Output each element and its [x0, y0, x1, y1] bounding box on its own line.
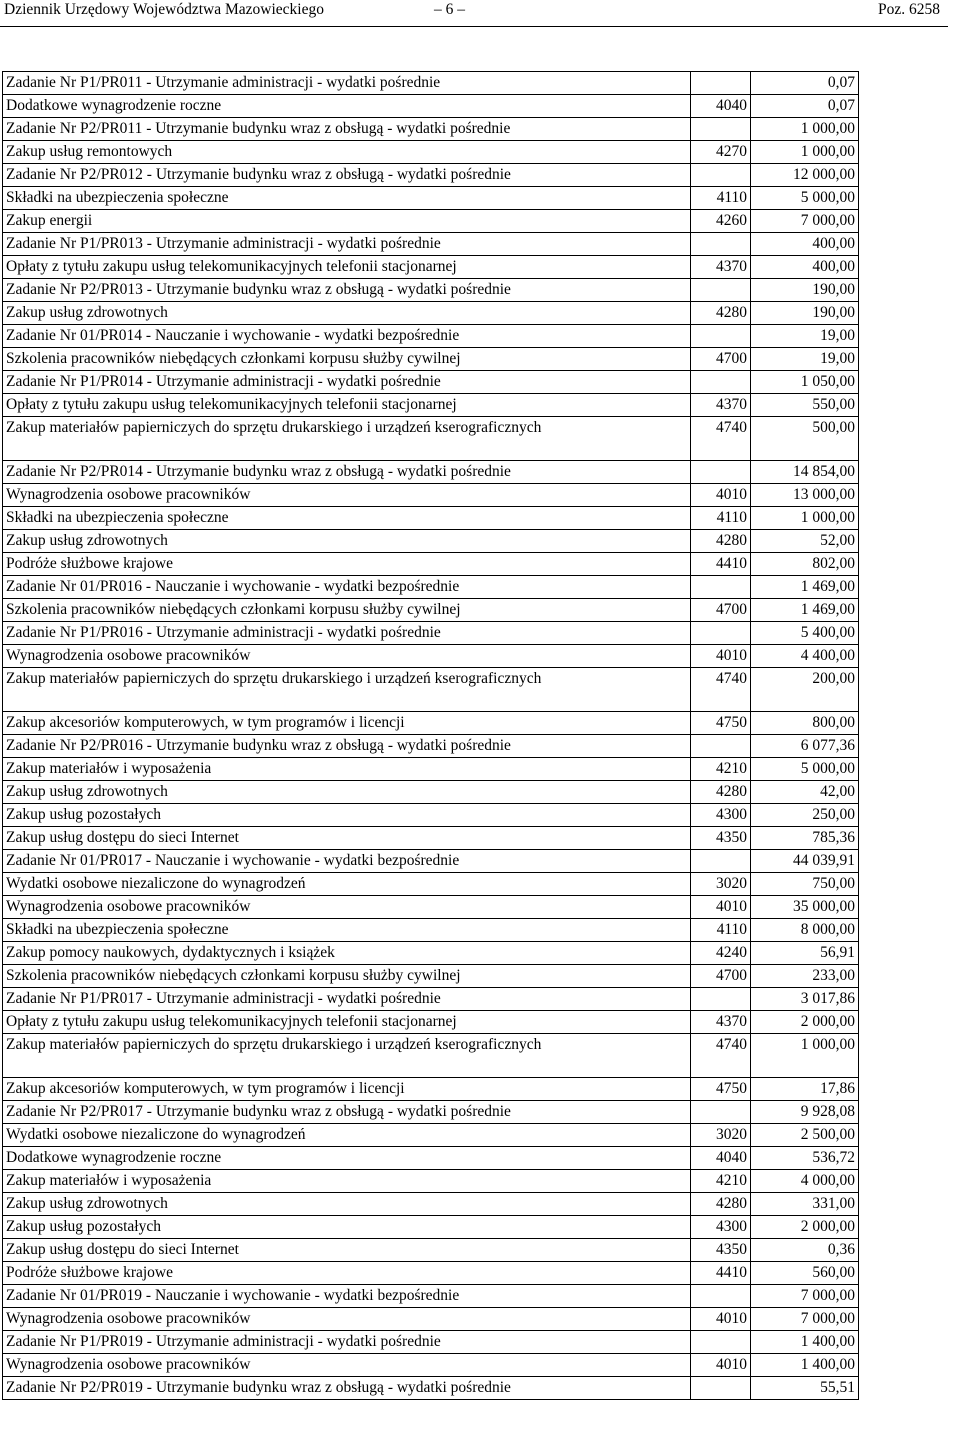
row-classification-code: 4740 [691, 417, 751, 461]
row-amount: 12 000,00 [751, 164, 859, 187]
table-row [3, 988, 859, 1011]
table-row [3, 622, 859, 645]
row-description: Wynagrodzenia osobowe pracowników [3, 645, 691, 668]
row-description: Zakup usług zdrowotnych [3, 302, 691, 325]
table-row [3, 942, 859, 965]
table-row [3, 1170, 859, 1193]
row-classification-code [691, 850, 751, 873]
row-description: Dodatkowe wynagrodzenie roczne [3, 95, 691, 118]
row-classification-code: 4370 [691, 1011, 751, 1034]
row-amount: 35 000,00 [751, 896, 859, 919]
table-row [3, 1078, 859, 1101]
row-classification-code: 4040 [691, 95, 751, 118]
row-description: Szkolenia pracowników niebędących członkami korpusu służby cywilnej [3, 965, 691, 988]
table-row [3, 484, 859, 507]
row-description: Zakup usług zdrowotnych [3, 530, 691, 553]
row-classification-code: 4010 [691, 1354, 751, 1377]
row-classification-code: 4010 [691, 1308, 751, 1331]
row-amount: 1 469,00 [751, 599, 859, 622]
row-description: Zakup materiałów papierniczych do sprzętu drukarskiego i urządzeń kserograficznych [3, 417, 691, 461]
row-classification-code [691, 325, 751, 348]
row-amount: 802,00 [751, 553, 859, 576]
row-classification-code: 4350 [691, 1239, 751, 1262]
row-amount: 7 000,00 [751, 210, 859, 233]
row-classification-code [691, 164, 751, 187]
table-row [3, 417, 859, 461]
row-amount: 785,36 [751, 827, 859, 850]
table-row [3, 302, 859, 325]
table-row [3, 1193, 859, 1216]
row-amount: 6 077,36 [751, 735, 859, 758]
row-description: Zakup usług pozostałych [3, 804, 691, 827]
row-amount: 2 000,00 [751, 1216, 859, 1239]
table-row [3, 233, 859, 256]
row-amount: 500,00 [751, 417, 859, 461]
row-classification-code [691, 371, 751, 394]
row-classification-code: 4410 [691, 553, 751, 576]
row-description: Zadanie Nr P2/PR012 - Utrzymanie budynku wraz z obsługą - wydatki pośrednie [3, 164, 691, 187]
row-classification-code: 4040 [691, 1147, 751, 1170]
table-row [3, 1262, 859, 1285]
row-description: Zakup akcesoriów komputerowych, w tym programów i licencji [3, 1078, 691, 1101]
row-description: Zakup usług zdrowotnych [3, 781, 691, 804]
table-row [3, 553, 859, 576]
row-amount: 7 000,00 [751, 1285, 859, 1308]
row-classification-code [691, 1331, 751, 1354]
row-description: Wynagrodzenia osobowe pracowników [3, 1354, 691, 1377]
row-classification-code: 4240 [691, 942, 751, 965]
table-row [3, 1239, 859, 1262]
row-amount: 2 500,00 [751, 1124, 859, 1147]
row-amount: 52,00 [751, 530, 859, 553]
row-amount: 4 400,00 [751, 645, 859, 668]
row-description: Podróże służbowe krajowe [3, 553, 691, 576]
row-amount: 190,00 [751, 279, 859, 302]
row-description: Szkolenia pracowników niebędących członkami korpusu służby cywilnej [3, 599, 691, 622]
row-amount: 17,86 [751, 1078, 859, 1101]
table-row [3, 279, 859, 302]
row-amount: 200,00 [751, 668, 859, 712]
row-classification-code: 4700 [691, 348, 751, 371]
table-row [3, 371, 859, 394]
row-amount: 2 000,00 [751, 1011, 859, 1034]
row-amount: 1 050,00 [751, 371, 859, 394]
table-row [3, 645, 859, 668]
row-description: Wynagrodzenia osobowe pracowników [3, 896, 691, 919]
table-row [3, 210, 859, 233]
row-classification-code: 4740 [691, 1034, 751, 1078]
table-row [3, 141, 859, 164]
row-description: Zadanie Nr 01/PR017 - Nauczanie i wychowanie - wydatki bezpośrednie [3, 850, 691, 873]
row-description: Podróże służbowe krajowe [3, 1262, 691, 1285]
table-row [3, 256, 859, 279]
row-amount: 400,00 [751, 256, 859, 279]
row-classification-code [691, 118, 751, 141]
row-description: Zadanie Nr P2/PR019 - Utrzymanie budynku wraz z obsługą - wydatki pośrednie [3, 1377, 691, 1400]
budget-table [2, 71, 859, 1400]
row-classification-code: 4750 [691, 1078, 751, 1101]
row-classification-code [691, 279, 751, 302]
row-description: Opłaty z tytułu zakupu usług telekomunikacyjnych telefonii stacjonarnej [3, 394, 691, 417]
table-row [3, 827, 859, 850]
row-amount: 536,72 [751, 1147, 859, 1170]
table-row [3, 1216, 859, 1239]
row-description: Zadanie Nr P1/PR013 - Utrzymanie administracji - wydatki pośrednie [3, 233, 691, 256]
row-classification-code: 4010 [691, 645, 751, 668]
row-description: Zakup usług pozostałych [3, 1216, 691, 1239]
row-classification-code [691, 461, 751, 484]
row-classification-code: 3020 [691, 1124, 751, 1147]
row-description: Wydatki osobowe niezaliczone do wynagrodzeń [3, 1124, 691, 1147]
row-description: Składki na ubezpieczenia społeczne [3, 187, 691, 210]
table-row [3, 758, 859, 781]
table-row [3, 72, 859, 95]
row-description: Zakup materiałów i wyposażenia [3, 758, 691, 781]
row-amount: 550,00 [751, 394, 859, 417]
row-amount: 13 000,00 [751, 484, 859, 507]
table-row [3, 1331, 859, 1354]
row-description: Zadanie Nr P1/PR017 - Utrzymanie administracji - wydatki pośrednie [3, 988, 691, 1011]
table-row [3, 804, 859, 827]
page-header [0, 0, 948, 27]
row-classification-code: 4010 [691, 484, 751, 507]
table-row [3, 1147, 859, 1170]
table-row [3, 394, 859, 417]
table-row [3, 348, 859, 371]
row-amount: 0,07 [751, 72, 859, 95]
row-classification-code: 4110 [691, 507, 751, 530]
row-classification-code: 4740 [691, 668, 751, 712]
row-classification-code: 4260 [691, 210, 751, 233]
row-amount: 42,00 [751, 781, 859, 804]
table-row [3, 1377, 859, 1400]
table-row [3, 118, 859, 141]
row-classification-code: 4370 [691, 394, 751, 417]
table-row [3, 735, 859, 758]
row-description: Szkolenia pracowników niebędących członkami korpusu służby cywilnej [3, 348, 691, 371]
row-amount: 56,91 [751, 942, 859, 965]
table-row [3, 530, 859, 553]
row-classification-code: 4370 [691, 256, 751, 279]
table-row [3, 187, 859, 210]
row-amount: 1 400,00 [751, 1354, 859, 1377]
row-description: Zakup energii [3, 210, 691, 233]
row-amount: 1 000,00 [751, 118, 859, 141]
row-classification-code [691, 576, 751, 599]
table-row [3, 1011, 859, 1034]
row-description: Zadanie Nr P1/PR014 - Utrzymanie administracji - wydatki pośrednie [3, 371, 691, 394]
table-row [3, 1354, 859, 1377]
table-row [3, 873, 859, 896]
row-classification-code: 4280 [691, 530, 751, 553]
row-classification-code: 4700 [691, 965, 751, 988]
table-row [3, 919, 859, 942]
row-description: Składki na ubezpieczenia społeczne [3, 919, 691, 942]
row-description: Opłaty z tytułu zakupu usług telekomunikacyjnych telefonii stacjonarnej [3, 1011, 691, 1034]
row-description: Zadanie Nr P1/PR019 - Utrzymanie administracji - wydatki pośrednie [3, 1331, 691, 1354]
row-description: Zadanie Nr P2/PR017 - Utrzymanie budynku wraz z obsługą - wydatki pośrednie [3, 1101, 691, 1124]
row-classification-code: 4300 [691, 1216, 751, 1239]
row-description: Zakup pomocy naukowych, dydaktycznych i książek [3, 942, 691, 965]
journal-title: Dziennik Urzędowy Województwa Mazowieckiego [4, 1, 324, 18]
row-classification-code [691, 1101, 751, 1124]
row-description: Zakup materiałów papierniczych do sprzętu drukarskiego i urządzeń kserograficznych [3, 668, 691, 712]
table-row [3, 1285, 859, 1308]
row-description: Zadanie Nr 01/PR014 - Nauczanie i wychowanie - wydatki bezpośrednie [3, 325, 691, 348]
row-classification-code [691, 988, 751, 1011]
row-classification-code: 4270 [691, 141, 751, 164]
row-description: Opłaty z tytułu zakupu usług telekomunikacyjnych telefonii stacjonarnej [3, 256, 691, 279]
row-description: Dodatkowe wynagrodzenie roczne [3, 1147, 691, 1170]
table-row [3, 712, 859, 735]
row-classification-code: 4700 [691, 599, 751, 622]
row-classification-code [691, 1285, 751, 1308]
row-description: Zadanie Nr P1/PR016 - Utrzymanie administracji - wydatki pośrednie [3, 622, 691, 645]
row-amount: 14 854,00 [751, 461, 859, 484]
row-classification-code: 4280 [691, 1193, 751, 1216]
row-classification-code: 4110 [691, 919, 751, 942]
row-amount: 5 000,00 [751, 758, 859, 781]
table-row [3, 965, 859, 988]
budget-table-body [3, 72, 859, 1400]
row-amount: 400,00 [751, 233, 859, 256]
row-amount: 4 000,00 [751, 1170, 859, 1193]
row-description: Zakup usług zdrowotnych [3, 1193, 691, 1216]
table-row [3, 1308, 859, 1331]
row-amount: 1 000,00 [751, 141, 859, 164]
row-amount: 1 469,00 [751, 576, 859, 599]
row-amount: 560,00 [751, 1262, 859, 1285]
row-amount: 44 039,91 [751, 850, 859, 873]
table-row [3, 325, 859, 348]
table-row [3, 850, 859, 873]
table-row [3, 164, 859, 187]
position-number: Poz. 6258 [878, 1, 940, 18]
row-description: Zakup usług remontowych [3, 141, 691, 164]
table-row [3, 599, 859, 622]
page-number: – 6 – [434, 1, 465, 18]
row-amount: 0,36 [751, 1239, 859, 1262]
row-description: Wynagrodzenia osobowe pracowników [3, 484, 691, 507]
row-amount: 0,07 [751, 95, 859, 118]
table-row [3, 1124, 859, 1147]
row-description: Zakup usług dostępu do sieci Internet [3, 827, 691, 850]
table-row [3, 1101, 859, 1124]
row-description: Zadanie Nr 01/PR019 - Nauczanie i wychowanie - wydatki bezpośrednie [3, 1285, 691, 1308]
row-amount: 190,00 [751, 302, 859, 325]
row-classification-code: 4010 [691, 896, 751, 919]
row-classification-code: 4750 [691, 712, 751, 735]
row-amount: 7 000,00 [751, 1308, 859, 1331]
row-amount: 800,00 [751, 712, 859, 735]
row-description: Zadanie Nr P2/PR014 - Utrzymanie budynku wraz z obsługą - wydatki pośrednie [3, 461, 691, 484]
row-classification-code: 4280 [691, 302, 751, 325]
row-description: Zadanie Nr P2/PR013 - Utrzymanie budynku wraz z obsługą - wydatki pośrednie [3, 279, 691, 302]
row-amount: 5 400,00 [751, 622, 859, 645]
row-description: Zakup akcesoriów komputerowych, w tym programów i licencji [3, 712, 691, 735]
row-description: Zadanie Nr P2/PR011 - Utrzymanie budynku wraz z obsługą - wydatki pośrednie [3, 118, 691, 141]
table-row [3, 576, 859, 599]
row-description: Zadanie Nr 01/PR016 - Nauczanie i wychowanie - wydatki bezpośrednie [3, 576, 691, 599]
row-description: Zadanie Nr P1/PR011 - Utrzymanie administracji - wydatki pośrednie [3, 72, 691, 95]
row-amount: 19,00 [751, 325, 859, 348]
row-amount: 8 000,00 [751, 919, 859, 942]
row-classification-code [691, 72, 751, 95]
row-description: Zakup usług dostępu do sieci Internet [3, 1239, 691, 1262]
row-classification-code: 4350 [691, 827, 751, 850]
row-classification-code: 4210 [691, 758, 751, 781]
row-amount: 19,00 [751, 348, 859, 371]
row-amount: 233,00 [751, 965, 859, 988]
row-amount: 55,51 [751, 1377, 859, 1400]
row-classification-code [691, 622, 751, 645]
row-amount: 1 400,00 [751, 1331, 859, 1354]
row-description: Wydatki osobowe niezaliczone do wynagrodzeń [3, 873, 691, 896]
table-row [3, 1034, 859, 1078]
row-classification-code: 4280 [691, 781, 751, 804]
row-classification-code: 4410 [691, 1262, 751, 1285]
row-amount: 5 000,00 [751, 187, 859, 210]
row-description: Zakup materiałów i wyposażenia [3, 1170, 691, 1193]
row-amount: 9 928,08 [751, 1101, 859, 1124]
row-amount: 1 000,00 [751, 1034, 859, 1078]
row-description: Zakup materiałów papierniczych do sprzętu drukarskiego i urządzeń kserograficznych [3, 1034, 691, 1078]
row-description: Zadanie Nr P2/PR016 - Utrzymanie budynku wraz z obsługą - wydatki pośrednie [3, 735, 691, 758]
row-amount: 1 000,00 [751, 507, 859, 530]
row-classification-code [691, 735, 751, 758]
row-description: Składki na ubezpieczenia społeczne [3, 507, 691, 530]
table-row [3, 781, 859, 804]
row-amount: 750,00 [751, 873, 859, 896]
table-row [3, 896, 859, 919]
table-row [3, 668, 859, 712]
row-amount: 331,00 [751, 1193, 859, 1216]
row-classification-code: 3020 [691, 873, 751, 896]
row-classification-code: 4300 [691, 804, 751, 827]
row-classification-code: 4210 [691, 1170, 751, 1193]
row-description: Wynagrodzenia osobowe pracowników [3, 1308, 691, 1331]
table-row [3, 95, 859, 118]
table-row [3, 507, 859, 530]
row-amount: 3 017,86 [751, 988, 859, 1011]
row-classification-code [691, 1377, 751, 1400]
row-classification-code: 4110 [691, 187, 751, 210]
table-row [3, 461, 859, 484]
row-amount: 250,00 [751, 804, 859, 827]
row-classification-code [691, 233, 751, 256]
